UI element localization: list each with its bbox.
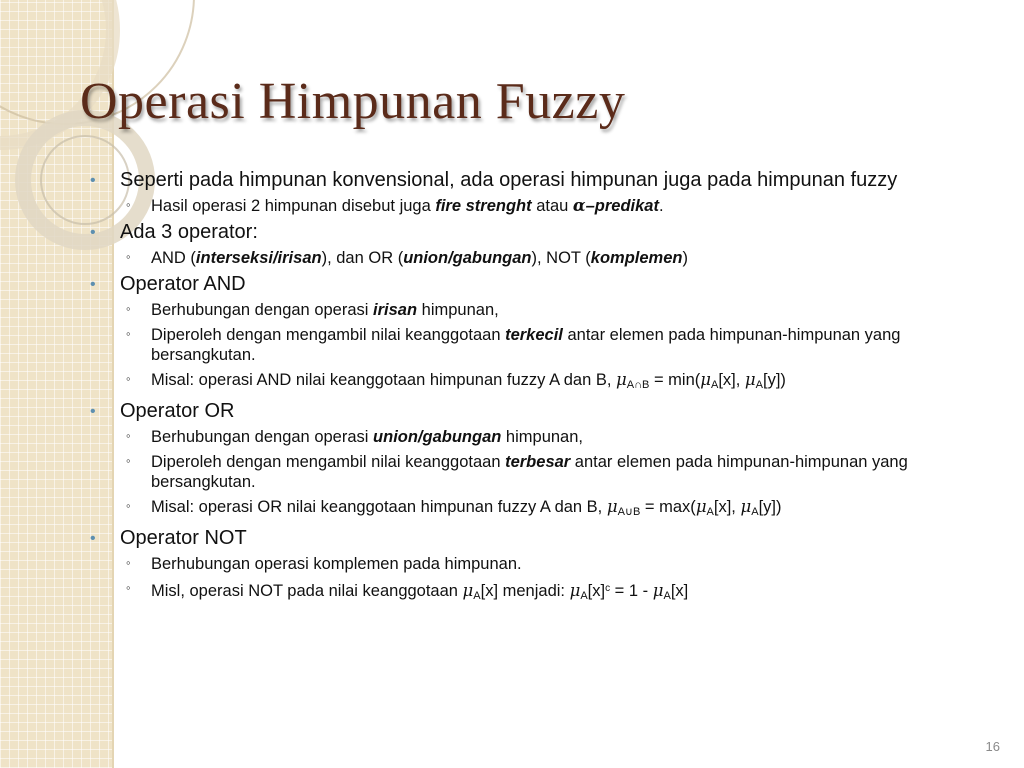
bullet-circle-icon: ◦ <box>126 498 131 513</box>
subbullet-operator-list: ◦ AND (interseksi/irisan), dan OR (union/gabungan), NOT (komplemen) <box>126 249 688 267</box>
bullet-circle-icon: ◦ <box>126 371 131 386</box>
slide-title: Operasi Himpunan Fuzzy <box>80 73 626 130</box>
bullet-dot-icon: • <box>90 403 96 420</box>
bullet-circle-icon: ◦ <box>126 249 131 264</box>
bullet-circle-icon: ◦ <box>126 197 131 212</box>
bullet-dot-icon: • <box>90 224 96 241</box>
slide-body <box>90 165 980 611</box>
subbullet-not-komplemen: ◦ Berhubungan operasi komplemen pada himpunan. <box>126 555 522 573</box>
page-number: 16 <box>985 739 1000 754</box>
bullet-ada-3-operator: • Ada 3 operator: <box>90 221 258 243</box>
bullet-circle-icon: ◦ <box>126 301 131 316</box>
subbullet-not-formula: ◦ Misl, operasi NOT pada nilai keanggotaan $\mu_A[x]$ menjadi: $\mu_A[x]^c = 1 - \mu_A[x]$ <box>126 580 689 602</box>
bullet-circle-icon: ◦ <box>126 453 131 468</box>
subbullet-and-formula: ◦ Misal: operasi AND nilai keanggotaan himpunan fuzzy A dan B, $\mu_{A\cap B} = \min(\mu_A[x]$, $\mu_A[y]$) <box>126 370 786 391</box>
subbullet-or-formula: ◦ Misal: operasi OR nilai keanggotaan himpunan fuzzy A dan B, $\mu_{A\cup B} = \max(\mu_A[x]$, $\mu_A[y]$) <box>126 497 782 518</box>
bullet-operator-and: • Operator AND <box>90 273 246 295</box>
bullet-circle-icon: ◦ <box>126 555 131 570</box>
bullet-circle-icon: ◦ <box>126 580 131 595</box>
subbullet-or-union: ◦ Berhubungan dengan operasi union/gabungan himpunan, <box>126 428 583 446</box>
bullet-operator-or: • Operator OR <box>90 400 235 422</box>
alpha-symbol: α <box>572 196 586 215</box>
bullet-circle-icon: ◦ <box>126 326 131 341</box>
subbullet-and-terkecil: ◦ Diperoleh dengan mengambil nilai keanggotaan terkecil antar elemen pada himpunan-himpunan yang bersangkutan. <box>126 326 901 364</box>
subbullet-or-terbesar: ◦ Diperoleh dengan mengambil nilai keanggotaan terbesar antar elemen pada himpunan-himpunan yang bersangkutan. <box>126 453 908 491</box>
bullet-dot-icon: • <box>90 172 96 189</box>
bullet-dot-icon: • <box>90 530 96 547</box>
bullet-dot-icon: • <box>90 276 96 293</box>
bullet-operator-not: • Operator NOT <box>90 527 247 549</box>
bullet-konvensional: • Seperti pada himpunan konvensional, ada operasi himpunan juga pada himpunan fuzzy <box>90 169 898 191</box>
subbullet-fire-strenght: ◦ Hasil operasi 2 himpunan disebut juga fire strenght atau α–predikat. <box>126 196 664 215</box>
subbullet-and-irisan: ◦ Berhubungan dengan operasi irisan himpunan, <box>126 301 499 319</box>
bullet-circle-icon: ◦ <box>126 428 131 443</box>
